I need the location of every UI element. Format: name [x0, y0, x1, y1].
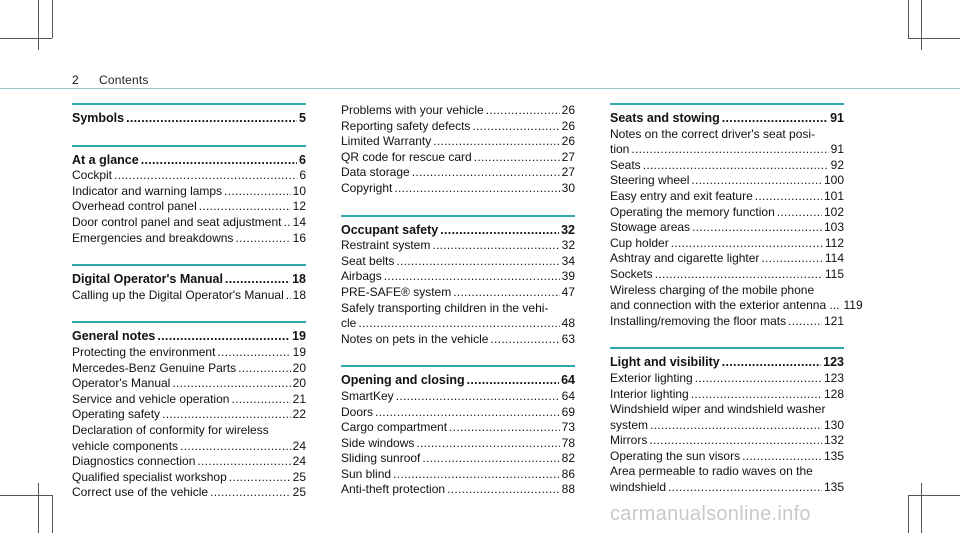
dot-leader — [777, 205, 822, 221]
dot-leader — [172, 376, 290, 392]
toc-entry-line[interactable]: Windshield wiper and windshield washer — [610, 402, 826, 417]
entry-text: Problems with your vehicle — [341, 103, 484, 117]
section-page: 5 — [299, 111, 306, 125]
watermark: carmanualsonline.info — [610, 503, 811, 525]
toc-entry[interactable] — [72, 231, 306, 247]
toc-section-heading[interactable] — [610, 355, 844, 371]
entry-text: Notes on pets in the vehicle — [341, 331, 489, 346]
entry-text: Seats — [610, 157, 641, 172]
toc-section — [341, 215, 575, 348]
entry-text: Anti-theft protection — [341, 482, 446, 497]
entry-text: Exterior lighting — [610, 370, 693, 385]
section-page: 6 — [299, 152, 306, 167]
section-rule — [610, 347, 844, 349]
toc-entry[interactable] — [610, 449, 844, 465]
dot-leader — [643, 158, 829, 174]
dot-leader — [375, 405, 560, 421]
dot-leader — [453, 285, 559, 301]
toc-entry[interactable] — [341, 451, 575, 467]
crop-mark — [38, 0, 39, 50]
entry-text: Reporting safety defects — [341, 118, 471, 133]
dot-leader — [412, 165, 560, 181]
entry-page: 103 — [823, 220, 844, 235]
entry-page: 86 — [561, 466, 575, 481]
toc-section — [72, 321, 306, 501]
toc-entry[interactable] — [341, 420, 575, 436]
entry-page: 63 — [561, 331, 575, 346]
dot-leader — [238, 361, 291, 377]
toc-entry[interactable] — [341, 254, 575, 270]
entry-page: 100 — [823, 173, 844, 188]
entry-page: 26 — [561, 118, 575, 133]
toc-entry[interactable] — [341, 332, 575, 348]
toc-entry[interactable] — [72, 439, 306, 455]
dot-leader — [432, 238, 559, 254]
toc-entry[interactable] — [610, 298, 863, 314]
toc-section-heading[interactable] — [610, 111, 844, 127]
toc-entry-line[interactable]: Declaration of conformity for wireless — [72, 422, 269, 437]
toc-entry[interactable] — [72, 345, 306, 361]
entry-text: Correct use of the vehicle — [72, 485, 209, 500]
dot-leader — [742, 449, 822, 465]
entry-text: Copyright — [341, 180, 393, 195]
entry-page: 22 — [292, 407, 306, 422]
section-page: 19 — [292, 329, 306, 344]
section-title: Digital Operator's Manual — [72, 272, 223, 287]
dot-leader — [755, 189, 822, 205]
dot-leader — [761, 251, 822, 267]
entry-text: QR code for rescue card — [341, 149, 472, 164]
crop-mark — [38, 483, 39, 533]
dot-leader — [197, 454, 290, 470]
dot-leader — [691, 387, 822, 403]
entry-text: Cup holder — [610, 235, 669, 250]
dot-leader — [162, 407, 291, 423]
header-rule — [0, 88, 960, 89]
entry-text: Emergencies and breakdowns — [72, 230, 234, 245]
entry-page: 24 — [292, 454, 306, 469]
dot-leader — [396, 254, 559, 270]
dot-leader — [283, 215, 290, 231]
section-title: General notes — [72, 329, 156, 344]
toc-entry[interactable] — [72, 392, 306, 408]
entry-page: 48 — [561, 316, 575, 331]
toc-entry[interactable] — [610, 418, 844, 434]
toc-section-heading[interactable] — [72, 329, 306, 345]
section-rule — [72, 103, 306, 105]
section-rule — [341, 365, 575, 367]
crop-mark — [908, 495, 960, 496]
crop-mark — [921, 0, 922, 50]
entry-text: tion — [610, 142, 630, 157]
dot-leader — [157, 329, 290, 345]
toc-entry[interactable] — [610, 205, 844, 221]
entry-text: Steering wheel — [610, 173, 690, 188]
section-rule — [341, 215, 575, 217]
toc-entry[interactable] — [610, 314, 844, 330]
section-title: Seats and stowing — [610, 111, 720, 125]
toc-entry[interactable] — [610, 142, 844, 158]
entry-text: Diagnostics connection — [72, 454, 196, 469]
dot-leader — [650, 418, 822, 434]
dot-leader — [631, 142, 828, 158]
entry-text: Cockpit — [72, 168, 113, 183]
toc-entry[interactable] — [610, 480, 844, 496]
toc-entry[interactable] — [610, 387, 844, 403]
entry-text: cle — [341, 316, 357, 331]
dot-leader — [490, 332, 559, 348]
dot-leader — [722, 111, 828, 127]
entry-page: 26 — [561, 103, 575, 117]
entry-text: Ashtray and cigarette lighter — [610, 251, 760, 266]
entry-page: 18 — [292, 287, 306, 302]
entry-page: 130 — [823, 417, 844, 432]
section-page: 32 — [561, 222, 575, 237]
entry-page: 25 — [292, 469, 306, 484]
toc-entry[interactable] — [610, 236, 844, 252]
dot-leader — [393, 467, 560, 483]
toc-entry[interactable] — [72, 454, 306, 470]
entry-text: Protecting the environment — [72, 344, 216, 359]
dot-leader — [114, 168, 297, 184]
dot-leader — [691, 173, 822, 189]
section-rule — [72, 145, 306, 147]
dot-leader — [224, 184, 291, 200]
toc-entry[interactable] — [341, 285, 575, 301]
toc-entry[interactable] — [341, 150, 575, 166]
dot-leader — [199, 199, 291, 215]
entry-page: 88 — [561, 482, 575, 497]
entry-text: Overhead control panel — [72, 199, 197, 214]
toc-entry-line[interactable]: Area permeable to radio waves on the — [610, 464, 813, 479]
toc-section — [610, 347, 844, 495]
toc-section-heading[interactable] — [341, 373, 575, 389]
toc-section-heading[interactable] — [72, 111, 306, 127]
toc-entry-line[interactable]: Safely transporting children in the vehi- — [341, 300, 549, 315]
toc-entry[interactable] — [610, 251, 844, 267]
dot-leader — [126, 111, 297, 127]
entry-text: Data storage — [341, 165, 410, 180]
entry-text: Seat belts — [341, 253, 395, 268]
toc-entry[interactable] — [341, 269, 575, 285]
toc-entry[interactable] — [341, 467, 575, 483]
entry-text: Door control panel and seat adjustment — [72, 214, 282, 229]
dot-leader — [472, 119, 559, 135]
dot-leader — [286, 288, 291, 304]
dot-leader — [668, 480, 822, 496]
crop-mark — [0, 495, 52, 496]
entry-page: 132 — [823, 433, 844, 448]
toc-entry[interactable] — [72, 288, 306, 304]
entry-text: Mercedes-Benz Genuine Parts — [72, 360, 237, 375]
entry-text: Operating the memory function — [610, 204, 775, 219]
dot-leader — [433, 134, 559, 150]
entry-page: 112 — [824, 235, 844, 250]
toc-entry-line[interactable]: Notes on the correct driver's seat posi- — [610, 126, 816, 141]
dot-leader — [486, 103, 560, 119]
dot-leader — [394, 181, 559, 197]
toc-section — [341, 365, 575, 498]
crop-mark — [0, 38, 52, 39]
toc-entry[interactable] — [610, 220, 844, 236]
toc-section — [72, 103, 306, 127]
dot-leader — [235, 231, 290, 247]
dot-leader — [722, 355, 821, 371]
toc-column-2 — [341, 103, 575, 516]
dot-leader — [655, 267, 823, 283]
toc-section — [341, 103, 575, 197]
dot-leader — [447, 482, 560, 498]
crop-mark — [921, 483, 922, 533]
toc-entry-line[interactable]: Wireless charging of the mobile phone — [610, 282, 815, 297]
dot-leader — [695, 371, 822, 387]
dot-leader — [416, 436, 559, 452]
dot-leader — [384, 269, 560, 285]
toc-entry[interactable] — [610, 158, 844, 174]
entry-page: 16 — [292, 230, 306, 245]
entry-page: 101 — [823, 188, 844, 203]
entry-page: 39 — [561, 269, 575, 284]
page-number: 2 — [72, 73, 79, 87]
toc-entry[interactable] — [72, 168, 306, 184]
toc-entry[interactable] — [610, 267, 844, 283]
dot-leader — [396, 389, 560, 405]
entry-text: Service and vehicle operation — [72, 391, 230, 406]
entry-page: 21 — [292, 391, 306, 406]
dot-leader — [692, 220, 822, 236]
entry-text: Airbags — [341, 269, 382, 284]
entry-page: 102 — [823, 204, 844, 219]
entry-page: 20 — [292, 376, 306, 391]
toc-entry[interactable] — [72, 184, 306, 200]
dot-leader — [225, 272, 290, 288]
entry-text: Interior lighting — [610, 386, 689, 401]
entry-page: 73 — [561, 420, 575, 435]
entry-page: 69 — [561, 404, 575, 419]
toc-entry[interactable] — [341, 119, 575, 135]
entry-text: SmartKey — [341, 388, 394, 403]
toc-entry[interactable] — [341, 134, 575, 150]
toc-entry[interactable] — [341, 316, 575, 332]
dot-leader — [474, 150, 560, 166]
entry-text: Indicator and warning lamps — [72, 183, 223, 198]
toc-entry[interactable] — [341, 389, 575, 405]
dot-leader — [649, 433, 822, 449]
dot-leader — [467, 373, 559, 389]
toc-entry[interactable] — [72, 376, 306, 392]
entry-text: Sliding sunroof — [341, 451, 421, 466]
toc-entry[interactable] — [72, 361, 306, 377]
entry-text: Installing/removing the floor mats — [610, 313, 787, 328]
toc-section-heading[interactable] — [72, 272, 306, 288]
entry-page: 135 — [823, 480, 844, 495]
toc-entry[interactable] — [72, 485, 306, 501]
entry-text: Easy entry and exit feature — [610, 188, 753, 203]
entry-page: 26 — [561, 134, 575, 149]
crop-mark — [908, 38, 960, 39]
crop-mark — [52, 0, 53, 38]
entry-text: Side windows — [341, 435, 415, 450]
entry-page: 30 — [561, 180, 575, 195]
entry-text: PRE-SAFE® system — [341, 284, 452, 299]
dot-leader — [449, 420, 560, 436]
entry-page: 78 — [561, 435, 575, 450]
entry-page: 20 — [292, 360, 306, 375]
crop-mark — [908, 0, 909, 38]
entry-text: Stowage areas — [610, 220, 691, 235]
section-page: 91 — [830, 111, 844, 125]
toc-entry[interactable] — [72, 215, 306, 231]
entry-page: 47 — [561, 284, 575, 299]
toc-entry[interactable] — [610, 371, 844, 387]
dot-leader — [229, 470, 291, 486]
dot-leader — [422, 451, 559, 467]
entry-page: 64 — [561, 388, 575, 403]
entry-page: 123 — [823, 370, 844, 385]
entry-page: 10 — [292, 183, 306, 198]
toc-entry[interactable] — [610, 189, 844, 205]
toc-entry[interactable] — [72, 470, 306, 486]
toc-entry[interactable] — [72, 199, 306, 215]
page-title: Contents — [99, 73, 149, 87]
dot-leader — [358, 316, 559, 332]
toc-entry[interactable] — [72, 407, 306, 423]
entry-page: 114 — [824, 251, 844, 266]
section-page: 64 — [561, 373, 575, 388]
crop-mark — [52, 495, 53, 533]
entry-text: Operating the sun visors — [610, 448, 741, 463]
entry-text: Limited Warranty — [341, 134, 432, 149]
entry-page: 6 — [299, 168, 306, 183]
entry-text: Cargo compartment — [341, 420, 448, 435]
entry-text: Doors — [341, 404, 374, 419]
entry-page: 14 — [292, 214, 306, 229]
entry-page: 12 — [292, 199, 306, 214]
section-title: At a glance — [72, 152, 139, 167]
section-page: 18 — [292, 272, 306, 287]
toc-column-3 — [610, 103, 863, 514]
section-title: Symbols — [72, 111, 125, 125]
entry-text: system — [610, 417, 649, 432]
entry-page: 24 — [292, 438, 306, 453]
entry-page: 119 — [843, 298, 863, 313]
entry-page: 19 — [292, 344, 306, 359]
entry-page: 135 — [823, 448, 844, 463]
entry-page: 25 — [292, 485, 306, 500]
crop-mark — [908, 495, 909, 533]
entry-text: vehicle components — [72, 438, 179, 453]
entry-text: and connection with the exterior antenna ... — [610, 298, 840, 313]
entry-text: Operating safety — [72, 407, 161, 422]
entry-page: 82 — [561, 451, 575, 466]
section-rule — [610, 103, 844, 105]
toc-entry[interactable] — [341, 165, 575, 181]
entry-text: Mirrors — [610, 433, 648, 448]
entry-page: 91 — [830, 142, 844, 157]
entry-page: 115 — [824, 266, 844, 281]
section-rule — [72, 264, 306, 266]
section-title: Opening and closing — [341, 373, 465, 388]
entry-text: Qualified specialist workshop — [72, 469, 227, 484]
entry-page: 34 — [561, 253, 575, 268]
dot-leader — [231, 392, 290, 408]
dot-leader — [210, 485, 291, 501]
dot-leader — [440, 223, 559, 239]
entry-page: 27 — [561, 165, 575, 180]
toc-section — [610, 103, 863, 329]
entry-page: 32 — [561, 238, 575, 253]
entry-text: Calling up the Digital Operator's Manual — [72, 287, 284, 302]
dot-leader — [180, 439, 291, 455]
entry-page: 92 — [830, 157, 844, 172]
toc-entry[interactable] — [341, 436, 575, 452]
toc-section — [72, 264, 306, 303]
entry-page: 27 — [561, 149, 575, 164]
toc-entry[interactable] — [610, 173, 844, 189]
toc-entry[interactable] — [341, 103, 575, 119]
dot-leader — [217, 345, 290, 361]
section-page: 123 — [823, 355, 844, 370]
entry-text: Restraint system — [341, 238, 431, 253]
toc-entry[interactable] — [341, 482, 575, 498]
toc-entry[interactable] — [610, 433, 844, 449]
toc-column-1 — [72, 103, 306, 519]
entry-page: 121 — [823, 313, 844, 328]
entry-text: Sockets — [610, 266, 653, 281]
entry-text: Sun blind — [341, 466, 392, 481]
entry-text: windshield — [610, 480, 667, 495]
toc-entry[interactable] — [341, 238, 575, 254]
dot-leader — [141, 153, 297, 169]
toc-section-heading[interactable] — [341, 223, 575, 239]
toc-section-heading[interactable] — [72, 153, 306, 169]
entry-page: 128 — [823, 386, 844, 401]
section-rule — [72, 321, 306, 323]
dot-leader — [671, 236, 823, 252]
toc-section — [72, 145, 306, 247]
section-title: Light and visibility — [610, 355, 720, 370]
toc-entry[interactable] — [341, 405, 575, 421]
section-title: Occupant safety — [341, 222, 439, 237]
entry-text: Operator's Manual — [72, 376, 171, 391]
toc-entry[interactable] — [341, 181, 575, 197]
dot-leader — [788, 314, 822, 330]
